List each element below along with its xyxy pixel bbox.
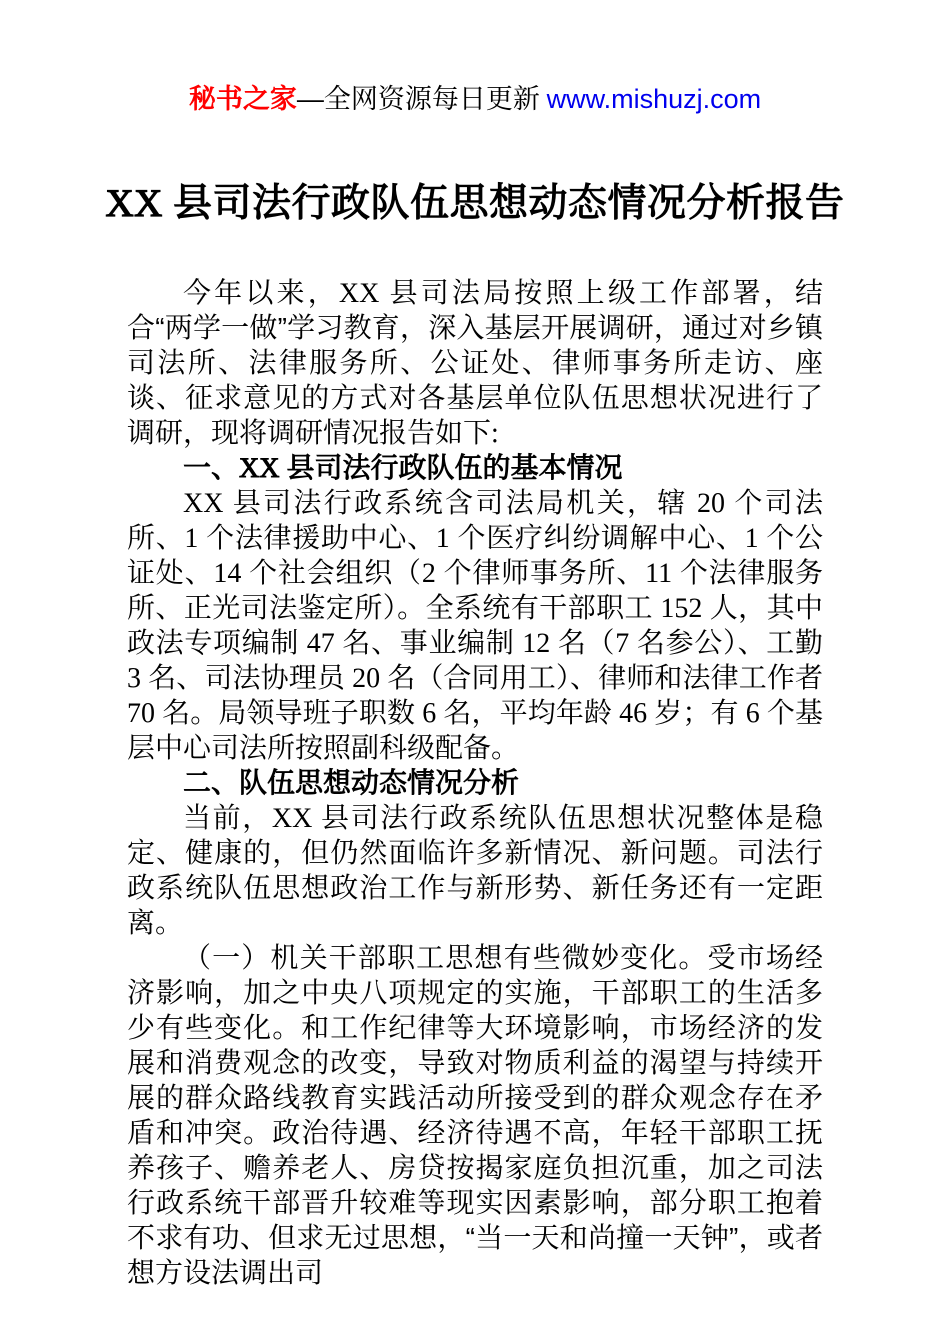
heading-section-2: 二、队伍思想动态情况分析 [183, 768, 520, 799]
paragraph-basic-situation: XX 县司法行政系统含司法局机关，辖 20 个司法所、1 个法律援助中心、1 个医疗纠纷调解中心、1 个公证处、14 个社会组织（2 个律师事务所、11 个法律服务所、正光司法鉴定所）。全系统有干部职工 152 人，其中政法专项编制 47 名、事业编制 12 名（7 名参公）、工勤 3 名、司法协理员 20 名（合同用工）、律师和法律工作者 70 名。局领导班子职数 6 名，平均年龄 46 岁；有 6 个基层中心司法所按照副科级配备。 [127, 488, 823, 764]
paragraph-subsection-1: （一）机关干部职工思想有些微妙变化。受市场经济影响，加之中央八项规定的实施，干部职工的生活多少有些变化。和工作纪律等大环境影响，市场经济的发展和消费观念的改变，导致对物质利益的渴望与持续开展的群众路线教育实践活动所接受到的群众观念存在矛盾和冲突。政治待遇、经济待遇不高，年轻干部职工抚养孩子、赡养老人、房贷按揭家庭负担沉重，加之司法行政系统干部晋升较难等现实因素影响，部分职工抱着不求有功、但求无过思想，“当一天和尚撞一天钟”，或者想方设法调出司 [127, 943, 823, 1289]
paragraph-overall-status: 当前，XX 县司法行政系统队伍思想状况整体是稳定、健康的，但仍然面临许多新情况、新问题。司法行政系统队伍思想政治工作与新形势、新任务还有一定距离。 [127, 803, 823, 939]
site-tagline: —全网资源每日更新 [296, 84, 547, 114]
heading-section-1: 一、XX 县司法行政队伍的基本情况 [183, 453, 623, 484]
site-url-link[interactable]: www.mishuzj.com [546, 84, 762, 114]
site-header [0, 82, 950, 116]
paragraph-intro: 今年以来，XX 县司法局按照上级工作部署，结合“两学一做”学习教育，深入基层开展调研，通过对乡镇司法所、法律服务所、公证处、律师事务所走访、座谈、征求意见的方式对各基层单位队伍思想状况进行了调研，现将调研情况报告如下: [127, 278, 823, 449]
site-brand: 秘书之家 [188, 84, 297, 114]
document-title: XX 县司法行政队伍思想动态情况分析报告 [105, 182, 845, 225]
document-body [127, 276, 823, 1291]
